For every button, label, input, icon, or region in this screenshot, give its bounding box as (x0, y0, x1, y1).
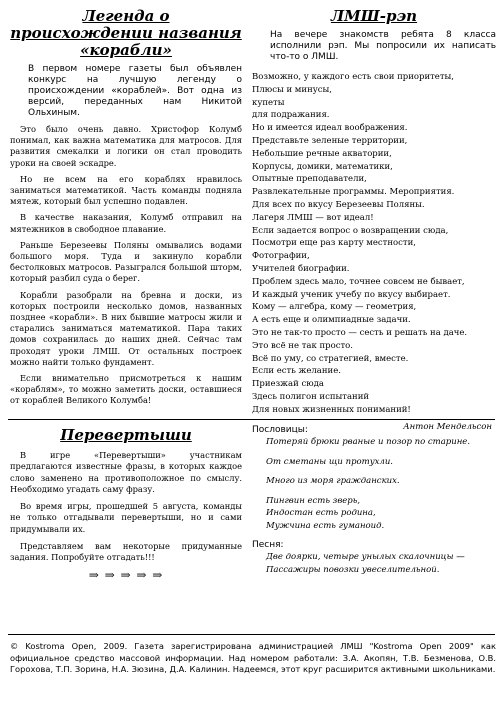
spacer (252, 488, 496, 495)
rap-line: Развлекательные программы. Мероприятия. (252, 187, 455, 198)
rap-poem (252, 71, 496, 417)
rap-line: Кому — алгебра, кому — геометрия, (252, 302, 417, 313)
perevertyshi-paragraph: Во время игры, прошедшей 5 августа, команды не только отгадывали перевертыши, но и сами придумывали их. (10, 501, 242, 534)
proverb-line: Потеряй брюки рваные и позор по старине. (266, 437, 471, 447)
rap-line: Для новых жизненных пониманий! (252, 404, 411, 415)
legend-paragraph: Если внимательно присмотреться к нашим «кораблям», то можно заметить доски, оставшиеся от кораблей Великого Колумба! (10, 373, 242, 406)
rap-article (252, 8, 496, 432)
legend-paragraph: Но не всем на его кораблях нравилось заниматься математикой. Часть команды подняла мятеж, который был успешно подавлен. (10, 173, 242, 207)
spacer (252, 449, 496, 456)
legend-body (10, 124, 242, 407)
rap-line: Приезжай сюда (252, 379, 324, 390)
proverb (252, 456, 496, 469)
perevertyshi-paragraph: Представляем вам некоторые придуманные задания. Попробуйте отгадать!!! (10, 541, 242, 563)
rap-line: Если задается вопрос о возвращении сюда, (252, 225, 449, 236)
perevertyshi-title: Перевертыши (60, 426, 192, 444)
songs-label: Песня: (252, 540, 284, 550)
rap-line: Посмотри еще раз карту местности, (252, 238, 416, 249)
proverb-line: Индостан есть родина, (266, 508, 376, 518)
rap-line: А есть еще и олимпиадные задачи. (252, 315, 411, 326)
legend-article (10, 8, 242, 407)
rap-line: Опытные преподаватели, (252, 174, 367, 185)
proverb (252, 495, 496, 533)
rap-line: Корпусы, домики, математики, (252, 161, 393, 172)
rap-line: Это всё не так просто. (252, 340, 353, 351)
proverb-line: Пингвин есть зверь, (266, 495, 361, 506)
rap-line: Всё по уму, со стратегией, вместе. (252, 353, 409, 364)
legend-paragraph: Это было очень давно. Христофор Колумб понимал, как важна математика для матросов. Для развития смекалки и логики он стал проводить уроки на своей эскадре. (10, 124, 242, 168)
footer-divider (8, 634, 495, 635)
legend-paragraph: Корабли разобрали на бревна и доски, из которых построили несколько домов, названных позднее «корабли». В них бывшие матросы жили и старались заниматься математикой. Пара таких домов сохранилась до наших дней. Сейчас там проходят уроки ЛМШ. От остальных построек можно найти только фундамент. (10, 289, 242, 367)
perevertyshi-tasks (252, 421, 496, 583)
proverbs-label: Пословицы: (252, 425, 308, 435)
rap-line: Если есть желание. (252, 366, 341, 377)
rap-line: Возможно, у каждого есть свои приоритеты, (252, 72, 455, 82)
song (252, 551, 496, 576)
rap-line: Для всех по вкусу Березеевы Поляны. (252, 199, 425, 210)
spacer (252, 532, 496, 539)
rap-line: Представьте зеленые территории, (252, 135, 408, 146)
perevertyshi-article (10, 427, 242, 582)
legend-paragraph: Раньше Березеевы Поляны омывались водами большого моря. Туда и закинуло корабли бестолковых матросов. Разыгрался большой шторм, который разбил суда о берег. (10, 239, 242, 284)
rap-line: Учителей биографии. (252, 263, 350, 274)
rap-line: Лагеря ЛМШ — вот идеал! (252, 212, 374, 223)
rap-line: Это не так-то просто — сесть и решать на даче. (252, 327, 468, 338)
proverb-line: Много из моря гражданских. (266, 476, 400, 486)
section-divider (8, 419, 495, 420)
song-line: Две доярки, четыре унылых скалочницы — (266, 552, 465, 562)
song-line: Пассажиры повозки увеселительной. (266, 564, 440, 575)
rap-line: Небольшие речные акватории, (252, 148, 392, 159)
spacer (252, 576, 496, 583)
spacer (252, 468, 496, 475)
rap-author: Антон Мендельсон (403, 421, 492, 432)
proverb (252, 475, 496, 488)
proverb (252, 436, 496, 449)
rap-line: для подражания. (252, 110, 330, 121)
rap-line: Плюсы и минусы, (252, 84, 332, 95)
rap-line: Проблем здесь мало, точнее совсем не бывает, (252, 276, 465, 287)
legend-intro: В первом номере газеты был объявлен конкурс на лучшую легенду о происхождении «кораблей». Вот одна из версий, переданных нам Никитой Ольхиным. (28, 64, 242, 118)
proverb-line: Мужчина есть гуманоид. (266, 520, 385, 531)
footer-credits: © Kostroma Open, 2009. Газета зарегистрирована администрацией ЛМШ "Kostroma Open 2009" как официальное средство массовой информации. Над номером работали: З.А. Акопян, Т.В. Безменова, О.В. Горохова, Т.П. Зорина, Н.А. Зюзина, Д.А. Калинин. Надеемся, этот круг расширится активными школьниками. (10, 641, 496, 674)
songs-list (252, 551, 496, 583)
rap-line: И каждый ученик учебу по вкусу выбирает. (252, 289, 451, 300)
rap-line: Но и имеется идеал воображения. (252, 123, 408, 134)
legend-title: Легенда о происхождении названия «корабли» (10, 7, 242, 59)
proverbs-list (252, 436, 496, 539)
proverb-line: От сметаны щи протухли. (266, 456, 394, 467)
perevertyshi-paragraph: В игре «Перевертыши» участникам предлагаются известные фразы, в которых каждое слово заменено на противоположное по смыслу. Необходимо угадать саму фразу. (10, 450, 242, 494)
legend-paragraph: В качестве наказания, Колумб отправил на мятежников в свободное плавание. (10, 212, 242, 234)
rap-line: Здесь полигон испытаний (252, 391, 370, 402)
arrows-icon: ⇒ ⇒ ⇒ ⇒ ⇒ (88, 567, 164, 582)
rap-intro: На вечере знакомств ребята 8 класса исполнили рэп. Мы попросили их написать что-то о ЛМШ. (270, 30, 496, 62)
rap-line: Фотографии, (252, 251, 310, 262)
rap-title: ЛМШ-рэп (330, 7, 418, 25)
rap-line: купеты (252, 97, 285, 108)
